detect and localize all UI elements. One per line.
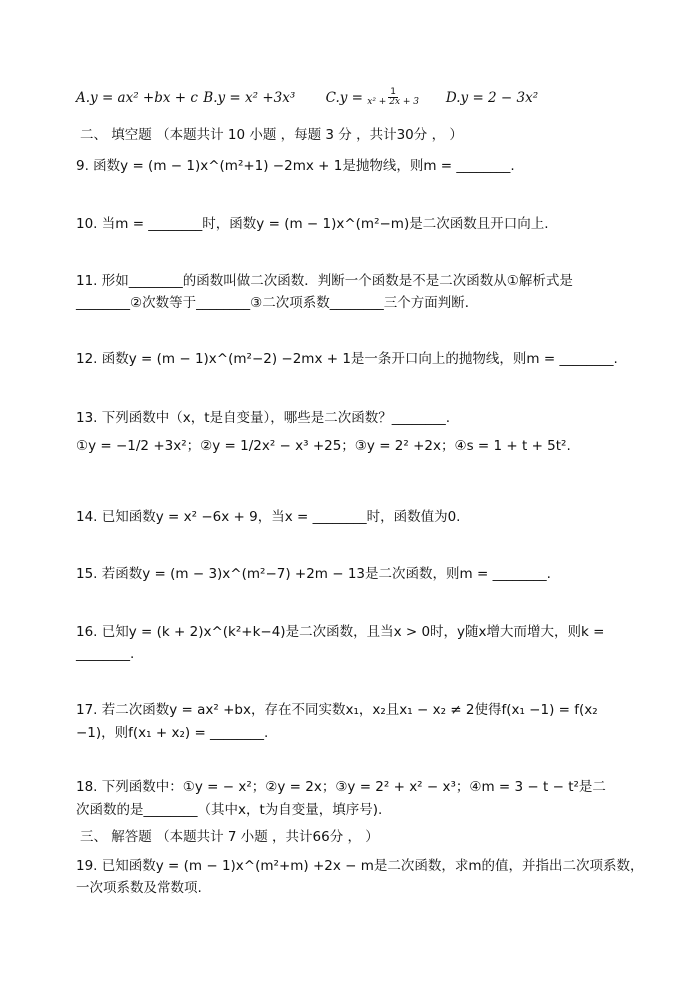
option-c-denominator: x² + 2x + 3: [367, 97, 420, 107]
question-13-line-2: ①y = −1/2 +3x²；②y = 1/2x² − x³ +25；③y = 2² +2x；④s = 1 + t + 5t².: [76, 438, 571, 454]
option-c: [326, 88, 442, 107]
option-c-prefix: C.y =: [325, 89, 363, 106]
question-19-line-2: 一次项系数及常数项.: [76, 880, 202, 896]
section-2-heading: 二、 填空题 （本题共计 10 小题 ，每题 3 分 ，共计30分 ， ）: [80, 127, 463, 143]
question-19-line-1: 19. 已知函数y = (m − 1)x^(m²+m) +2x − m是二次函数，求m的值，并指出二次项系数，: [76, 858, 644, 874]
option-b: B.y = x² +3x³: [203, 89, 296, 106]
question-10: 10. 当m = ________时，函数y = (m − 1)x^(m²−m)是二次函数且开口向上.: [76, 216, 549, 232]
question-18-line-1: 18. 下列函数中：①y = − x²；②y = 2x；③y = 2² + x² − x³；④m = 3 − t − t²是二: [76, 779, 606, 795]
question-15: 15. 若函数y = (m − 3)x^(m²−7) +2m − 13是二次函数，则m = ________.: [76, 566, 551, 582]
option-c-fraction: [367, 88, 419, 107]
question-11-line-2: ________②次数等于________③二次项系数________三个方面判断．: [76, 295, 479, 311]
options-line: [76, 88, 538, 107]
question-18-line-2: 次函数的是________（其中x，t为自变量，填序号).: [76, 802, 383, 818]
question-16-line-1: 16. 已知y = (k + 2)x^(k²+k−4)是二次函数，且当x > 0时，y随x增大而增大，则k =: [76, 624, 605, 640]
section-3-heading: 三、 解答题 （本题共计 7 小题 ，共计66分 ， ）: [80, 829, 379, 845]
question-12: 12. 函数y = (m − 1)x^(m²−2) −2mx + 1是一条开口向上的抛物线，则m = ________.: [76, 351, 618, 367]
question-16-line-2: ________.: [76, 646, 135, 662]
option-d: D.y = 2 − 3x²: [445, 89, 539, 106]
option-a: A.y = ax² +bx + c: [76, 89, 198, 106]
question-17-line-2: −1)，则f(x₁ + x₂) = ________.: [76, 725, 269, 741]
question-17-line-1: 17. 若二次函数y = ax² +bx，存在不同实数x₁，x₂且x₁ − x₂ ≠ 2使得f(x₁ −1) = f(x₂: [76, 702, 598, 718]
question-11-line-1: 11. 形如________的函数叫做二次函数．判断一个函数是不是二次函数从①解析式是: [76, 273, 573, 289]
question-13-line-1: 13. 下列函数中（x，t是自变量），哪些是二次函数？________.: [76, 410, 451, 426]
question-14: 14. 已知函数y = x² −6x + 9，当x = ________时，函数值为0.: [76, 509, 461, 525]
option-c-numerator: 1: [390, 87, 396, 97]
question-9: 9. 函数y = (m − 1)x^(m²+1) −2mx + 1是抛物线，则m = ________.: [76, 158, 515, 174]
